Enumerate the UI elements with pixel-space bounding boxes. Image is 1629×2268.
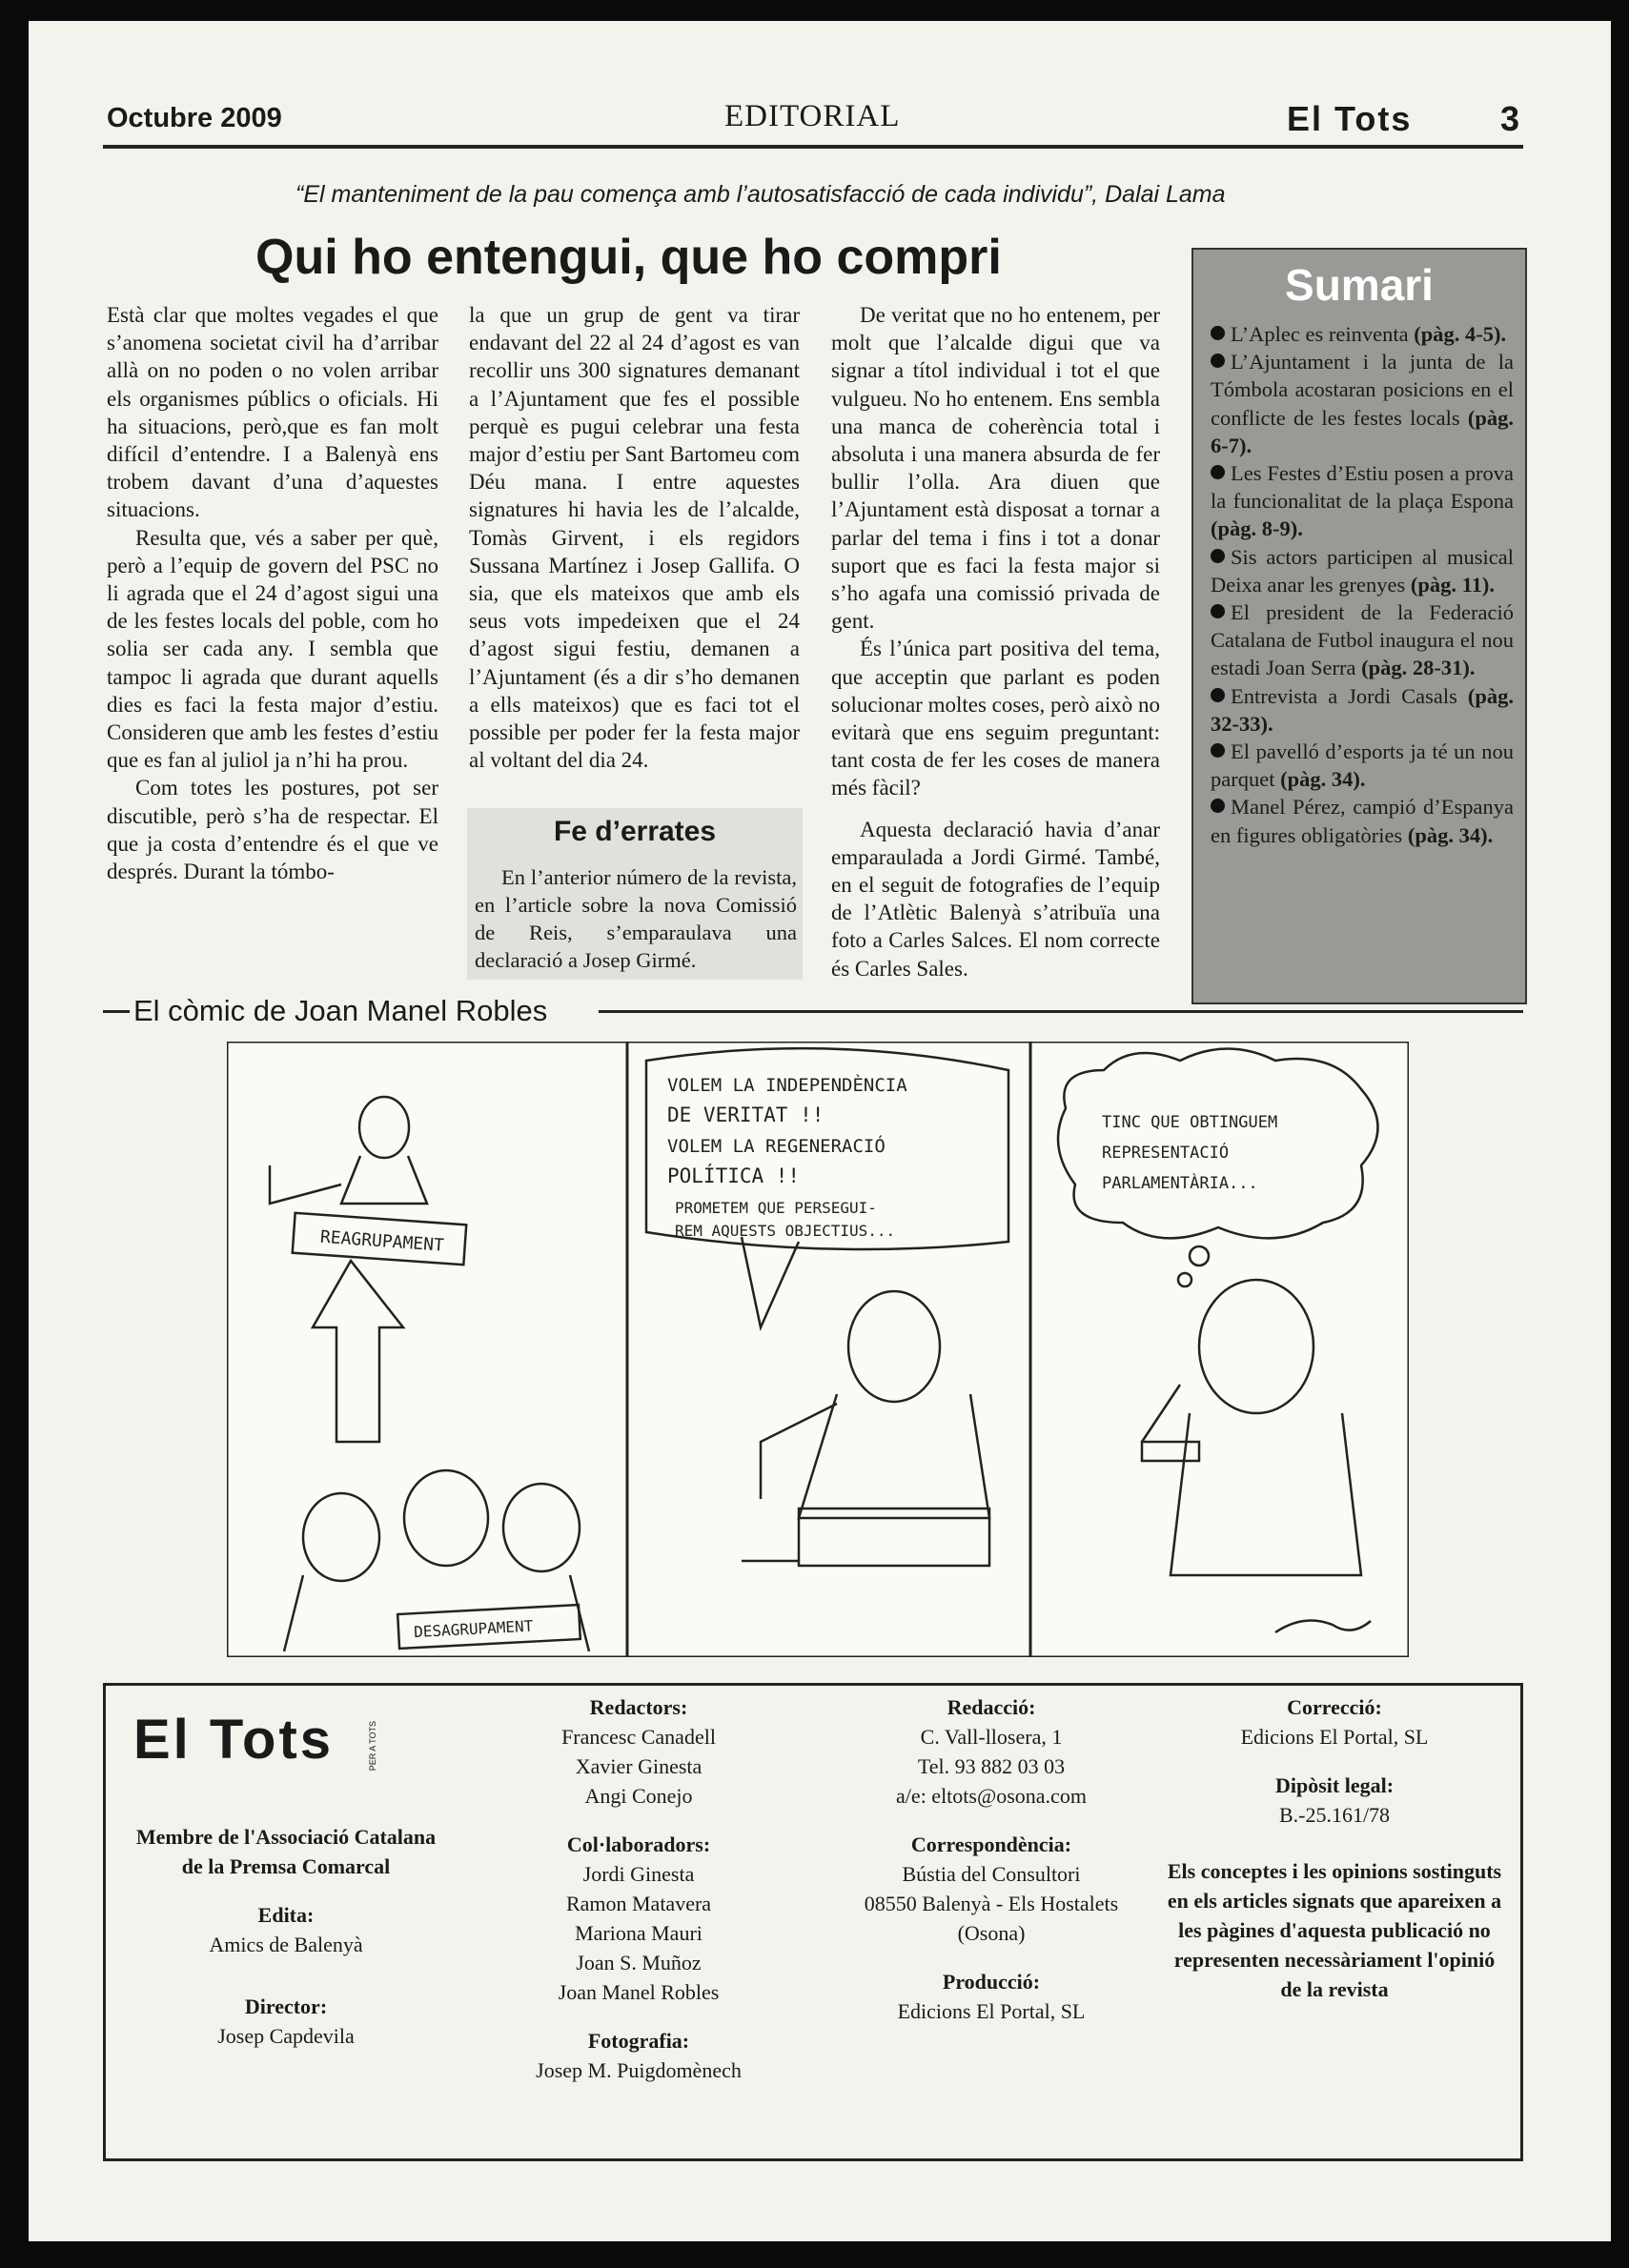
comic-thought-line-3: PARLAMENTÀRIA... <box>1102 1174 1258 1193</box>
correccio-label: Correcció: <box>1287 1695 1382 1719</box>
redactor-name: Francesc Canadell <box>561 1725 716 1749</box>
fotografia-value: Josep M. Puigdomènech <box>536 2058 742 2082</box>
comic-rule-right <box>599 1010 1523 1013</box>
comic-speech-line-3: VOLEM LA REGENERACIÓ <box>667 1136 886 1157</box>
sumari-item: El president de la Federació Catalana de Futbol inaugura el nou estadi Joan Serra (pàg. 28-31). <box>1211 600 1514 680</box>
bullet-icon <box>1211 604 1225 618</box>
bullet-icon <box>1211 688 1225 702</box>
sumari-title: Sumari <box>1285 260 1434 310</box>
membership-text: Membre de l'Associació Catalana de la Premsa Comarcal <box>135 1825 437 1878</box>
masthead-col-1 <box>124 1822 448 2051</box>
correspondencia-line: 08550 Balenyà - Els Hostalets <box>864 1892 1119 1915</box>
disclaimer-text: Els conceptes i les opinions sostinguts en els articles signats que apareixen a les pàgines d'aquesta publicació no representen necessàriament l'opinió de la revista <box>1167 1859 1502 2001</box>
article-headline: Qui ho entengui, que ho compri <box>255 230 1002 285</box>
comic-sign-reagrupament: REAGRUPAMENT <box>319 1226 445 1256</box>
bullet-icon <box>1211 743 1225 758</box>
collaborador-name: Ramon Matavera <box>565 1892 712 1915</box>
comic-thought-line-2: REPRESENTACIÓ <box>1102 1144 1230 1163</box>
paragraph: la que un grup de gent va tirar endavant del 22 al 24 d’agost es van recollir uns 300 signatures demanant a l’Ajuntament que fes el possible perquè es pugui celebrar una festa major d’estiu per Sant Bartomeu com Déu mana. I entre aquestes signatures hi havia les de l’alcalde, Tomàs Girvent, i els regidors Sussana Martínez i Josep Gallifa. O sia, que els mateixos que amb els seus vots impedeixen que el 24 d’agost sigui festiu, demanen a l’Ajuntament (és a dir s’ho demanen a ells mateixos) que es faci tot el possible per poder fer la festa major al voltant del dia 24. <box>469 303 800 773</box>
redaccio-line: a/e: eltots@osona.com <box>896 1784 1087 1808</box>
comic-strip <box>227 1042 1409 1657</box>
collaborador-name: Jordi Ginesta <box>582 1862 695 1886</box>
sumari-item: Manel Pérez, campió d’Espanya en figures obligatòries (pàg. 34). <box>1211 795 1514 847</box>
bullet-icon <box>1211 326 1225 340</box>
redactor-name: Xavier Ginesta <box>575 1754 703 1778</box>
fotografia-label: Fotografia: <box>587 2029 690 2053</box>
redaccio-label: Redacció: <box>947 1695 1036 1719</box>
comic-sign-desagrupament: DESAGRUPAMENT <box>413 1616 534 1642</box>
director-value: Josep Capdevila <box>217 2024 355 2048</box>
collaborador-name: Joan Manel Robles <box>558 1980 720 2004</box>
produccio-value: Edicions El Portal, SL <box>897 1999 1086 2023</box>
correccio-value: Edicions El Portal, SL <box>1240 1725 1429 1749</box>
comic-thought-line-1: TINC QUE OBTINGUEM <box>1102 1113 1278 1132</box>
redactor-name: Angi Conejo <box>584 1784 693 1808</box>
sumari-item: Sis actors participen al musical Deixa anar les grenyes (pàg. 11). <box>1211 544 1514 597</box>
produccio-label: Producció: <box>942 1970 1041 1994</box>
edita-label: Edita: <box>257 1903 315 1927</box>
comic-speech-line-6: REM AQUESTS OBJECTIUS... <box>675 1222 896 1240</box>
errata-title: Fe d’errates <box>553 816 717 847</box>
masthead-logo-tagline: PER A TOTS <box>368 1721 377 1772</box>
correspondencia-line: Bústia del Consultori <box>902 1862 1081 1886</box>
page-number: 3 <box>1500 99 1520 138</box>
section-title: EDITORIAL <box>724 99 901 133</box>
bullet-icon <box>1211 465 1225 479</box>
diposit-value: B.-25.161/78 <box>1278 1803 1391 1827</box>
sumari-item: El pavelló d’esports ja té un nou parquet (pàg. 34). <box>1211 739 1514 792</box>
comic-speech-line-1: VOLEM LA INDEPENDÈNCIA <box>667 1075 907 1096</box>
header-rule <box>103 145 1523 149</box>
issue-date: Octubre 2009 <box>107 103 282 133</box>
sumari-list <box>1211 320 1514 849</box>
comic-speech-line-2: DE VERITAT !! <box>667 1104 825 1126</box>
collaborador-name: Mariona Mauri <box>575 1921 703 1945</box>
masthead-logo: El Tots <box>133 1709 335 1771</box>
correspondencia-line: (Osona) <box>957 1921 1026 1945</box>
masthead-col-2 <box>496 1692 782 2085</box>
comic-title: El còmic de Joan Manel Robles <box>133 994 548 1027</box>
sumari-item: Les Festes d’Estiu posen a prova la funcionalitat de la plaça Espona (pàg. 8-9). <box>1211 461 1514 541</box>
errata-text: En l’anterior número de la revista, en l’article sobre la nova Comissió de Reis, s’emparaulava una declaració a Josep Girmé. <box>475 865 797 972</box>
paragraph: És l’única part positiva del tema, que acceptin que parlant es poden solucionar moltes coses, però això no evitarà que ens seguim preguntant: tant costa de fer les coses de manera més fàcil? <box>831 637 1160 800</box>
correspondencia-label: Correspondència: <box>910 1833 1072 1856</box>
paragraph: De veritat que no ho entenem, per molt que l’alcalde digui que va signar a títol individual i tot el que vulgueu. No ho entenem. Ens sembla una manca de coherència total i absoluta i una manera absurda de fer bullir l’olla. Ara diuen que l’Ajuntament està disposat a tornar a parlar del tema i fins i tot a donar suport que es faci la festa major si s’ho agafa una comissió privada de gent. <box>831 303 1160 634</box>
redactors-label: Redactors: <box>589 1695 688 1719</box>
director-label: Director: <box>244 1995 328 2018</box>
paragraph: Resulta que, vés a saber per què, però a l’equip de govern del PSC no li agrada que el 24 d’agost sigui una de les festes locals del poble, com ho solia ser cada any. I sembla que tampoc li agrada que durant aquells dies es faci la festa major d’estiu. Consideren que amb les festes d’estiu que es fan al juliol ja n’hi ha prou. <box>107 525 438 773</box>
masthead-col-3 <box>829 1692 1153 2026</box>
sumari-item: L’Aplec es reinventa (pàg. 4-5). <box>1211 320 1514 348</box>
comic-speech-line-5: PROMETEM QUE PERSEGUI- <box>675 1199 877 1217</box>
bullet-icon <box>1211 354 1225 368</box>
article-column-3 <box>831 301 1160 982</box>
paragraph: Aquesta declaració havia d’anar emparaulada a Jordi Girmé. També, en el seguit de fotografies de l’equip de l’Atlètic Balenyà s’atribuïa una foto a Carles Salces. El nom correcte és Carles Sales. <box>831 817 1160 981</box>
collaborador-name: Joan S. Muñoz <box>576 1951 702 1974</box>
edita-value: Amics de Balenyà <box>209 1933 363 1956</box>
magazine-name: El Tots <box>1287 99 1413 138</box>
diposit-label: Dipòsit legal: <box>1274 1773 1395 1797</box>
paragraph: Com totes les postures, pot ser discutible, però s’ha de respectar. El que ja costa d’entendre és el que ve després. Durant la tómbo- <box>107 776 438 884</box>
paragraph: Està clar que moltes vegades el que s’anomena societat civil ha d’arribar allà on no poden o no volen arribar els organismes públics o oficials. Hi ha situacions, però,que es fan molt difícil d’entendre. I a Balenyà ens trobem davant d’una d’aquestes situacions. <box>107 303 438 522</box>
collaboradors-label: Col·laboradors: <box>566 1833 711 1856</box>
sumari-item: L’Ajuntament i la junta de la Tómbola acostaran posicions en el conflicte de les festes locals (pàg. 6-7). <box>1211 350 1515 457</box>
bullet-icon <box>1211 799 1225 813</box>
redaccio-line: C. Vall-llosera, 1 <box>920 1725 1063 1749</box>
sumari-item: Entrevista a Jordi Casals (pàg. 32-33). <box>1211 683 1515 736</box>
bullet-icon <box>1211 549 1225 563</box>
redaccio-line: Tel. 93 882 03 03 <box>917 1754 1066 1778</box>
masthead-col-4 <box>1163 1692 1506 2004</box>
article-column-1 <box>107 301 438 885</box>
article-column-2 <box>469 301 800 774</box>
epigraph-quote: “El manteniment de la pau comença amb l’autosatisfacció de cada individu”, Dalai Lama <box>295 181 1226 208</box>
comic-rule-left <box>103 1010 130 1013</box>
comic-speech-line-4: POLÍTICA !! <box>667 1164 801 1187</box>
